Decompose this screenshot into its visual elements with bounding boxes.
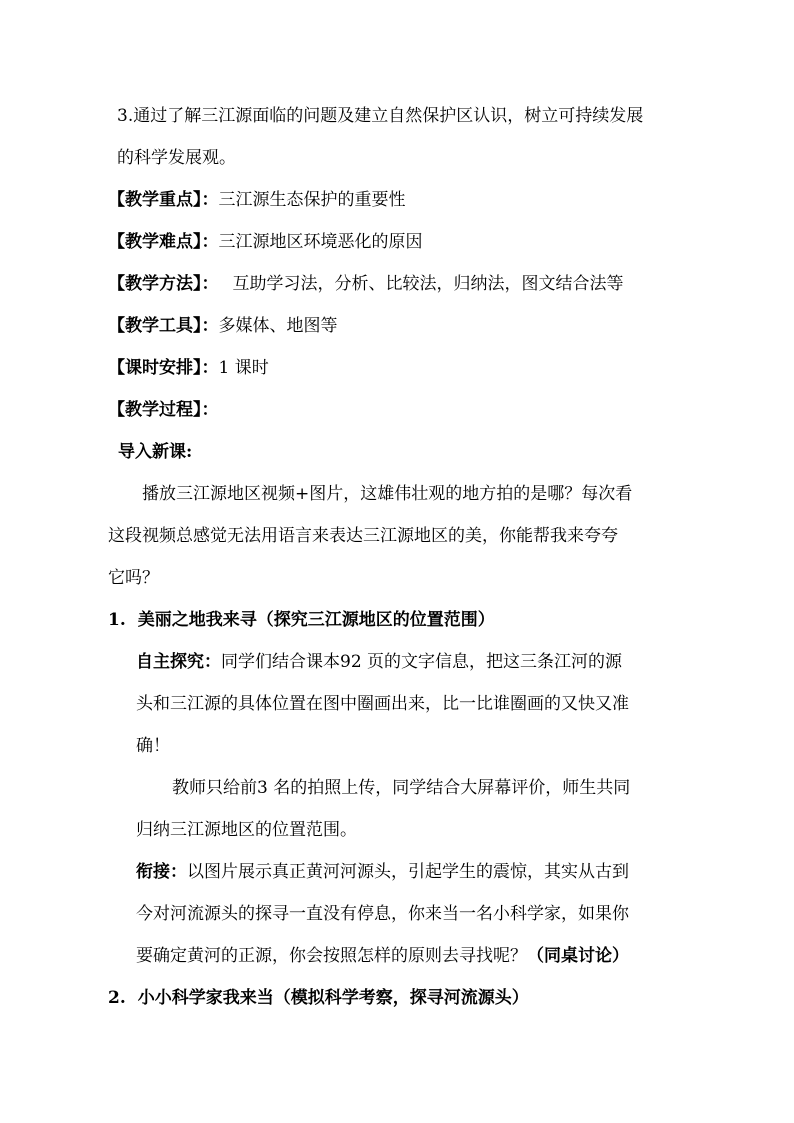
- field-value: 互助学习法，分析、比较法，归纳法，图文结合法等: [232, 274, 624, 294]
- field-methods: [108, 272, 624, 296]
- section-2-title: 小小科学家我来当（模拟科学考察，探寻河流源头）: [137, 988, 529, 1008]
- transition-line-1: 衔接：以图片展示真正黄河河源头，引起学生的震惊，其实从古到: [136, 862, 629, 882]
- section-1-title: 美丽之地我来寻（探究三江源地区的位置范围）: [137, 610, 495, 630]
- section-1-number: 1.: [108, 610, 126, 630]
- explore-line-3: 确！: [136, 736, 170, 756]
- field-label: 【教学过程】：: [108, 400, 219, 420]
- section-2-number: 2.: [108, 988, 126, 1008]
- field-difficulties: [108, 230, 423, 254]
- transition-line-2: 今对河流源头的探寻一直没有停息，你来当一名小科学家，如果你: [136, 904, 629, 924]
- intro-line-1: 播放三江源地区视频+图片，这雄伟壮观的地方拍的是哪？每次看: [142, 484, 633, 504]
- field-key-points: [108, 188, 406, 212]
- field-value: 三江源地区环境恶化的原因: [218, 232, 423, 252]
- field-label: 【教学方法】：: [108, 274, 219, 294]
- transition-line-3: 要确定黄河的正源，你会按照怎样的原则去寻找呢？（同桌讨论）: [136, 946, 629, 966]
- field-tools: [108, 314, 338, 338]
- intro-line-2: 这段视频总感觉无法用语言来表达三江源地区的美，你能帮我来夸夸: [108, 526, 618, 546]
- field-process: [108, 398, 219, 422]
- section-1-heading: [108, 608, 495, 632]
- field-value: 三江源生态保护的重要性: [218, 190, 406, 210]
- explore-line-2: 头和三江源的具体位置在图中圈画出来，比一比谁圈画的又快又准: [136, 694, 629, 714]
- field-label: 【教学难点】：: [108, 232, 219, 252]
- field-label: 【教学工具】：: [108, 316, 219, 336]
- field-label: 【课时安排】：: [108, 358, 219, 378]
- field-value: 1 课时: [218, 358, 269, 378]
- explore-label: 自主探究：: [136, 652, 221, 672]
- transition-label: 衔接：: [136, 862, 187, 882]
- objective-3-line-2: 的科学发展观。: [117, 148, 236, 168]
- section-2-heading: [108, 986, 529, 1010]
- explore-line-1: 自主探究：同学们结合课本92 页的文字信息，把这三条江河的源: [136, 652, 623, 672]
- field-value: 多媒体、地图等: [218, 316, 338, 336]
- teacher-line-1: 教师只给前3 名的拍照上传，同学结合大屏幕评价，师生共同: [172, 778, 631, 798]
- objective-3-line-1: 3.通过了解三江源面临的问题及建立自然保护区认识，树立可持续发展: [117, 106, 644, 126]
- intro-line-3: 它吗？: [108, 568, 159, 588]
- field-label: 【教学重点】：: [108, 190, 219, 210]
- discussion-note: （同桌讨论）: [527, 946, 629, 966]
- teacher-line-2: 归纳三江源地区的位置范围。: [136, 820, 357, 840]
- intro-heading: 导入新课:: [118, 442, 193, 462]
- field-schedule: [108, 356, 269, 380]
